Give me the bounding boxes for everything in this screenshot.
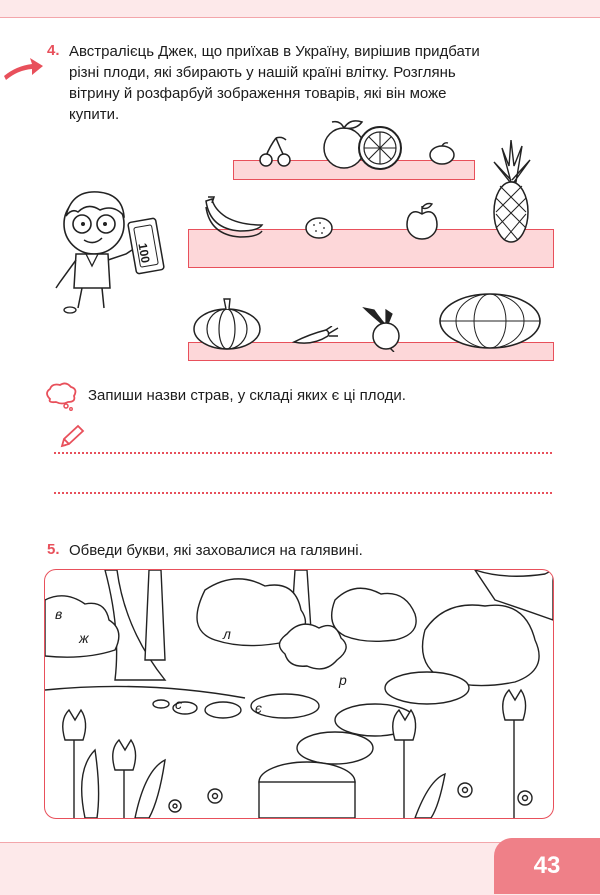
- boy-illustration: [48, 184, 176, 314]
- task-4-line-4: купити.: [69, 106, 120, 123]
- page-number: 43: [494, 838, 600, 894]
- carrot-icon: [292, 326, 340, 348]
- task-4-line-3: вітрину й розфарбуй зображення товарів, які він може: [69, 85, 447, 102]
- grapefruit-half-icon: [356, 124, 404, 172]
- arrow-marker-icon: [2, 56, 44, 82]
- task-4-line-2: різні плоди, які збирають у нашій країні влітку. Розглянь: [69, 64, 456, 81]
- top-band: [0, 0, 600, 18]
- hidden-letter-1[interactable]: в: [55, 606, 63, 622]
- cherries-icon: [256, 136, 296, 168]
- hidden-letter-5[interactable]: є: [255, 700, 262, 716]
- banknote-value: 100: [135, 241, 153, 265]
- kiwi-icon: [304, 216, 334, 240]
- write-dishes-instruction: Запиши назви страв, у складі яких є ці плоди.: [88, 387, 406, 404]
- hidden-letter-3[interactable]: л: [223, 626, 231, 642]
- task-5-number: 5.: [47, 541, 60, 558]
- hidden-letter-2[interactable]: ж: [79, 630, 89, 646]
- answer-line-2[interactable]: [54, 492, 552, 494]
- pumpkin-icon: [192, 297, 262, 351]
- beet-icon: [360, 306, 406, 352]
- thought-cloud-icon: [44, 381, 78, 411]
- pineapple-icon: [490, 140, 532, 244]
- apple-icon: [404, 202, 440, 242]
- meadow-scene: [44, 569, 554, 819]
- answer-line-1[interactable]: [54, 452, 552, 454]
- meadow-drawing: [45, 570, 553, 818]
- task-5-text: Обведи букви, які заховалися на галявині.: [69, 542, 363, 559]
- hidden-letter-6[interactable]: р: [339, 672, 347, 688]
- bananas-icon: [200, 195, 266, 241]
- task-4-number: 4.: [47, 42, 60, 59]
- melon-icon: [438, 292, 542, 350]
- pencil-icon: [58, 424, 86, 450]
- apricot-icon: [428, 142, 456, 166]
- task-4-line-1: Австралієць Джек, що приїхав в Україну, вирішив придбати: [69, 43, 480, 60]
- hidden-letter-4[interactable]: с: [175, 696, 182, 712]
